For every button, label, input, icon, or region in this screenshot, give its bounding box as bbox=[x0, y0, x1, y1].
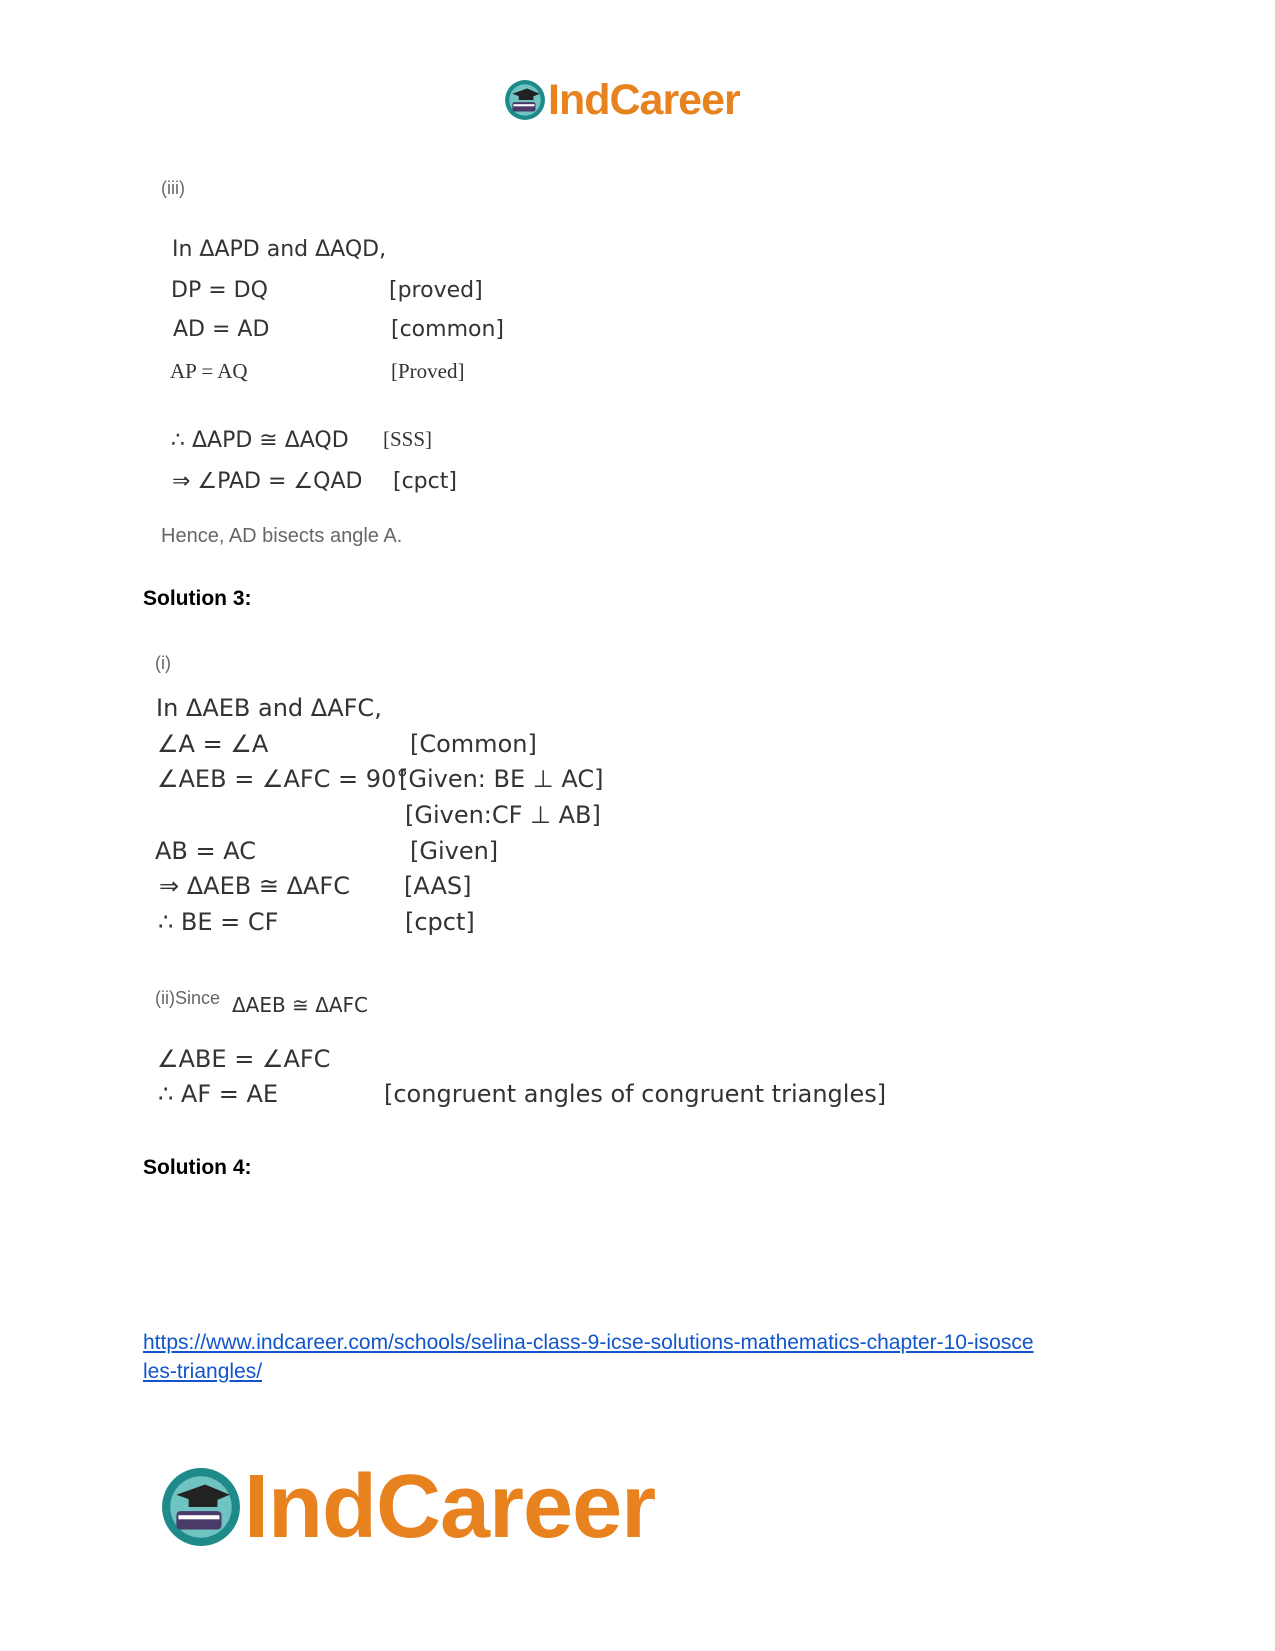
solution-4-heading: Solution 4: bbox=[143, 1156, 252, 1179]
proof-conclusion: ⇒ ΔAEB ≅ ΔAFC bbox=[159, 872, 350, 900]
proof-reason: [Common] bbox=[410, 730, 537, 758]
proof-statement: AP = AQ bbox=[170, 359, 248, 383]
hence-statement: Hence, AD bisects angle A. bbox=[161, 525, 403, 547]
proof-statement: DP = DQ bbox=[171, 278, 268, 303]
proof-reason: [congruent angles of congruent triangles] bbox=[384, 1080, 887, 1108]
proof-reason: [cpct] bbox=[405, 908, 475, 936]
proof-conclusion: ∴ BE = CF bbox=[158, 908, 279, 936]
brand-name: IndCareer bbox=[548, 76, 740, 124]
proof-reason: [AAS] bbox=[404, 872, 472, 900]
source-url-link-continued[interactable]: les-triangles/ bbox=[143, 1360, 263, 1383]
part-i-label: (i) bbox=[155, 653, 171, 673]
part-iii-intro: In ΔAPD and ΔAQD, bbox=[172, 237, 387, 262]
part-ii-label: (ii)Since bbox=[155, 988, 221, 1008]
solution-3-heading: Solution 3: bbox=[143, 587, 252, 610]
proof-statement: AD = AD bbox=[173, 317, 270, 342]
part-ii-expression: ΔAEB ≅ ΔAFC bbox=[232, 993, 369, 1017]
proof-reason: [Proved] bbox=[391, 359, 465, 383]
proof-statement: ∠A = ∠A bbox=[157, 730, 269, 758]
proof-reason: [cpct] bbox=[393, 469, 457, 494]
proof-statement: ∠ABE = ∠AFC bbox=[157, 1045, 331, 1073]
proof-reason: [Given: BE ⊥ AC] bbox=[399, 765, 604, 793]
proof-reason: [proved] bbox=[389, 278, 483, 303]
proof-reason: [Given:CF ⊥ AB] bbox=[405, 801, 601, 829]
part-iii-label: (iii) bbox=[161, 178, 185, 198]
proof-statement: ∠AEB = ∠AFC = 90° bbox=[157, 765, 409, 793]
graduation-cap-book-icon bbox=[504, 79, 546, 121]
proof-reason: [SSS] bbox=[383, 427, 433, 451]
proof-reason: [common] bbox=[391, 317, 504, 342]
source-url-link[interactable]: https://www.indcareer.com/schools/selina-class-9-icse-solutions-mathematics-chapter-10-isosce bbox=[143, 1331, 1034, 1354]
solution-3-intro: In ΔAEB and ΔAFC, bbox=[156, 694, 382, 722]
proof-statement: AB = AC bbox=[155, 837, 257, 865]
proof-conclusion: ∴ AF = AE bbox=[158, 1080, 279, 1108]
proof-conclusion: ∴ ΔAPD ≅ ΔAQD bbox=[171, 428, 349, 453]
top-logo bbox=[504, 78, 740, 122]
brand-name: IndCareer bbox=[244, 1457, 656, 1557]
graduation-cap-book-icon bbox=[160, 1466, 242, 1548]
proof-conclusion: ⇒ ∠PAD = ∠QAD bbox=[172, 469, 363, 494]
proof-reason: [Given] bbox=[410, 837, 499, 865]
bottom-logo bbox=[160, 1457, 656, 1557]
